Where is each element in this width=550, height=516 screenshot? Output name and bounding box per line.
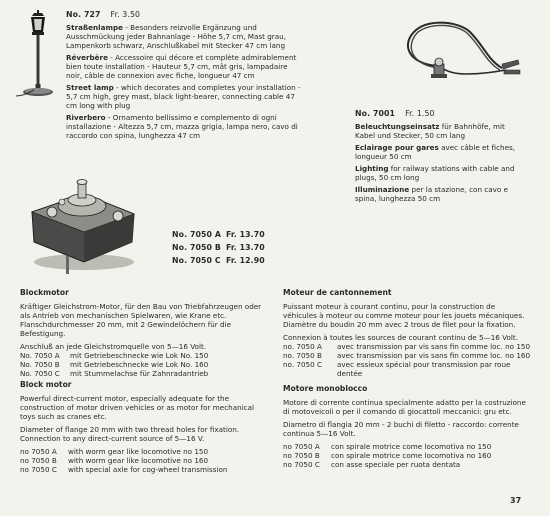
row-desc: mit Getriebeschnecke wie Lok No. 160 [70,360,209,369]
item-7050c-price-line [172,256,282,266]
item-727-de-text: - Besonders reizvolle Ergänzung und Ausschmückung jeder Bahnanlage - Höhe 5,7 cm, Mast grau, Lampenkorb schwarz, Anschlußkabel mit Stecker 47 cm lang [66,23,286,50]
row-code: no 7050 B [283,451,320,460]
item-7001-fr-title: Eclairage pour gares [355,143,439,152]
blockmotor-en-row-b [20,456,270,465]
row-desc: con spirale motrice come locomotiva no 160 [331,451,492,460]
item-7001-price-line [355,109,525,119]
blockmotor-it-text: Motore di corrente continua specialmente adatto per la costruzione di motoveicoli o per il comando di giocattoli meccanici: gru etc. [283,398,526,416]
blockmotor-en-title: Block motor [20,380,72,389]
row-code: no. 7050 B [283,351,322,360]
row-code: no. 7050 C [283,360,322,369]
row-code: no 7050 C [20,465,57,474]
item-7050b-price: Fr. 13.70 [226,243,265,252]
street-lamp-image [14,10,62,100]
item-7050a-price-line [172,230,282,240]
item-727-it-title: Riverbero [66,113,106,122]
item-7001-it-title: Illuminazione [355,185,410,194]
station-lighting-image [398,14,523,94]
row-desc: avec transmission par vis sans fin comme loc. no 150 [337,342,531,351]
blockmotor-it-title: Motore monoblocco [283,384,368,393]
item-727-english [66,83,304,110]
blockmotor-fr-connection: Connexion à toutes les sources de courant continu de 5—16 Volt. [283,333,519,342]
blockmotor-en-row-c [20,465,270,474]
item-7001-english [355,164,525,182]
blockmotor-en-text: Powerful direct-current motor, especially adequate for the construction of motor driven vehicles or as motor for mechanical toys such as cranes etc. [20,394,255,421]
row-code: No. 7050 A [20,351,60,360]
item-7050a-price: Fr. 13.70 [226,230,265,239]
blockmotor-de-row-b [20,360,270,369]
row-code: no. 7050 A [283,342,322,351]
item-7001-en-title: Lighting [355,164,389,173]
row-desc: avec essieux spécial pour transmission par roue [337,360,511,369]
item-7050b-price-line [172,243,282,253]
item-7050-prices [172,230,282,266]
item-727-en-title: Street lamp [66,83,114,92]
row-desc: con spirale motrice come locomotiva no 150 [331,442,492,451]
item-727-de-title: Straßenlampe [66,23,123,32]
item-727-fr-text: - Accessoire qui décore et complète admirablement bien toute installation - Hauteur 5,7 cm, mât gris, lampadaire noir, câble de connexion avec fiche, longueur 47 cm [66,53,297,80]
blockmotor-de-row-a [20,351,270,360]
blockmotor-de-title: Blockmotor [20,288,69,297]
blockmotor-fr-row-c [283,360,529,369]
item-727-number: No. 727 [66,10,101,19]
item-727-price: Fr. 3.50 [110,10,141,19]
item-7001-de-title: Beleuchtungseinsatz [355,122,440,131]
blockmotor-it-row-a [283,442,529,451]
blockmotor-de-text: Kräftiger Gleichstrom-Motor, für den Bau von Triebfahrzeugen oder als Antrieb von mechanischen Spielwaren, wie Krane etc. Flanschdurchmesser 20 mm, mit 2 Gewindelöchern für die Befestigung. [20,302,262,338]
row-desc: con asse speciale per ruota dentata [331,460,461,469]
page-number: 37 [510,496,522,505]
blockmotor-fr-row-b [283,351,529,360]
row-desc: mit Getriebeschnecke wie Lok No. 150 [70,351,209,360]
row-code: no 7050 B [20,456,57,465]
item-727-french [66,53,304,80]
item-7050c-price: Fr. 12.90 [226,256,265,265]
row-desc: with worm gear like locomotive no 150 [68,447,209,456]
row-code: No. 7050 C [20,369,60,378]
item-7001-number: No. 7001 [355,109,396,118]
item-7050a-number: No. 7050 A [172,230,222,239]
blockmotor-de-row-c [20,369,270,378]
row-code: no 7050 C [283,460,320,469]
blockmotor-fr-row-c-cont: dentée [337,369,363,378]
item-7050b-number: No. 7050 B [172,243,221,252]
row-desc: with special axle for cog-wheel transmission [68,465,228,474]
row-desc: with worm gear like locomotive no 160 [68,456,209,465]
item-727-it-text: - Ornamento bellissimo e complemento di ogni installazione - Altezza 5,7 cm, mazza grigia, lampa nero, cavo di raccordo con spina, lunghezza 47 cm [66,113,298,140]
row-code: No. 7050 B [20,360,60,369]
blockmotor-fr-title: Moteur de cantonnement [283,288,392,297]
blockmotor-it-row-b [283,451,529,460]
block-motor-image [22,172,142,276]
item-727-price-line [66,10,304,20]
row-code: no 7050 A [283,442,320,451]
item-7001-en-text: for railway stations with cable and plugs, 50 cm long [355,164,515,182]
blockmotor-de-connection: Anschluß an jede Gleichstromquelle von 5—16 Volt. [20,342,207,351]
item-727-italian [66,113,304,140]
item-7001-price: Fr. 1.50 [405,109,435,118]
blockmotor-it-row-c [283,460,529,469]
row-desc: avec transmission par vis sans fin comme loc. no 160 [337,351,531,360]
item-7001-it-text: per la stazione, con cavo e spina, lunghezza 50 cm [355,185,508,203]
item-727-fr-title: Réverbère [66,53,108,62]
item-7001-fr-text: avec câble et fiches, longueur 50 cm [355,143,516,161]
item-7001-italian [355,185,525,203]
item-7001-french [355,143,525,161]
item-7050c-number: No. 7050 C [172,256,221,265]
blockmotor-it-flange: Diametro di flangia 20 mm - 2 buchi di filetto - raccordo: corrente continua 5—16 Volt. [283,420,519,438]
blockmotor-fr-text: Puissant moteur à courant continu, pour la construction de véhicules à moteur ou comme moteur pour les jouets mécaniques. Diamètre du boudin 20 mm avec 2 trous de filet pour la fixation. [283,302,525,329]
item-7001-de-text: für Bahnhöfe, mit Kabel und Stecker, 50 cm lang [355,122,505,140]
item-727-german [66,23,304,50]
item-727-en-text: - which decorates and completes your installation - 5,7 cm high, grey mast, black light-bearer, connecting cable 47 cm long with plug [66,83,301,110]
blockmotor-en-row-a [20,447,270,456]
row-desc: mit Stummelachse für Zahnradantrieb [70,369,209,378]
blockmotor-fr-row-a [283,342,529,351]
blockmotor-en-flange: Diameter of flange 20 mm with two thread holes for fixation. Connection to any direct-current source of 5—16 V. [20,425,240,443]
row-code: no 7050 A [20,447,57,456]
item-7001-german [355,122,525,140]
